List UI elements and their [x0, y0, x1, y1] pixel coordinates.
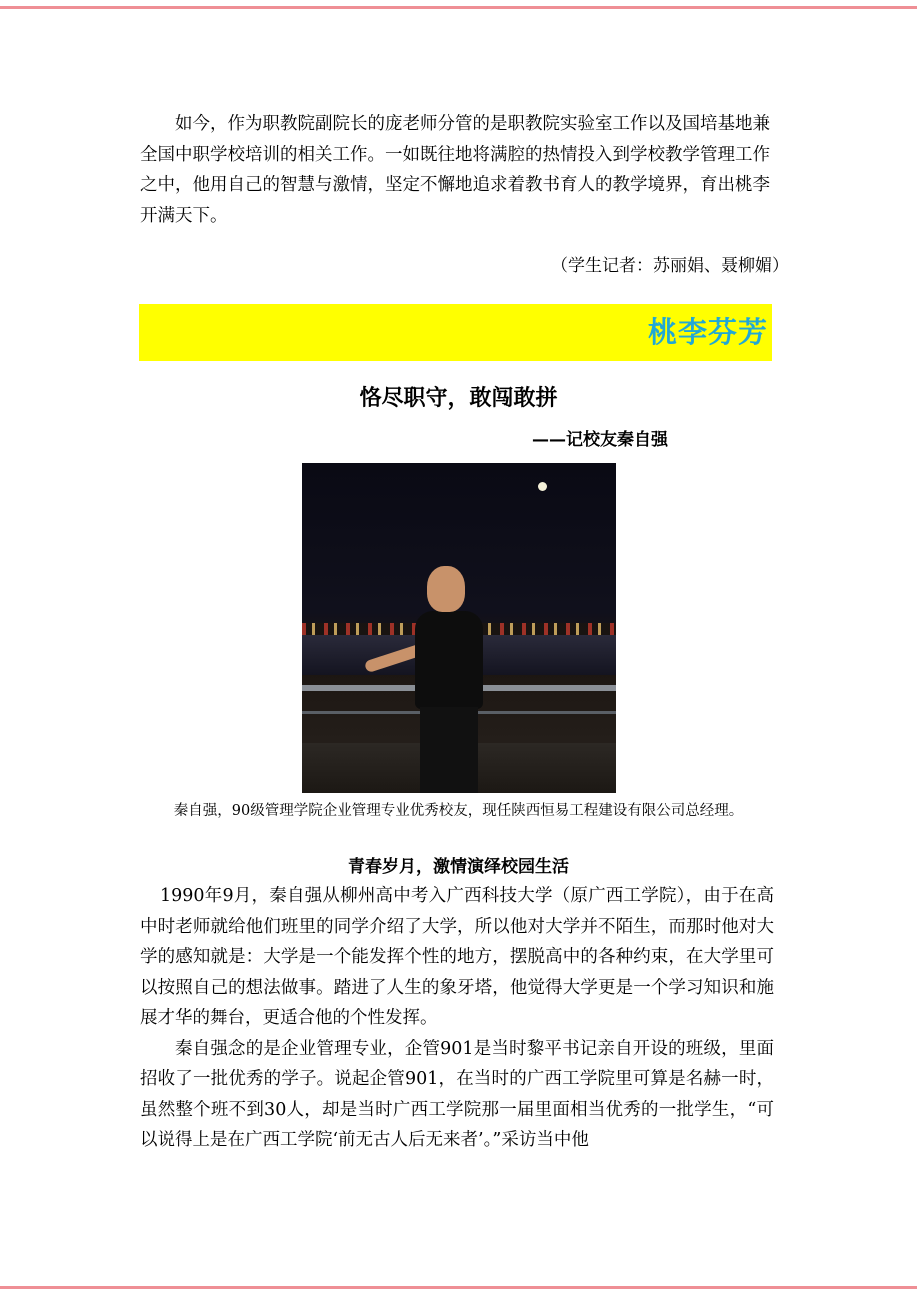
top-border-rule — [0, 6, 917, 9]
alumni-photo — [302, 463, 616, 793]
article-subtitle: ——记校友秦自强 — [532, 430, 668, 450]
moon-icon — [538, 482, 547, 491]
reporter-credit: （学生记者：苏丽娟、聂柳媚） — [551, 256, 789, 276]
article-title: 恪尽职守，敢闯敢拼 — [359, 386, 558, 411]
banner-title: 桃李芬芳 — [647, 315, 768, 349]
body-paragraph-2: 秦自强念的是企业管理专业，企管901是当时黎平书记亲自开设的班级，里面招收了一批优秀的学子。说起企管901，在当时的广西工学院里可算是名赫一时，虽然整个班不到30人，却是当时广西工学院那一届里面相当优秀的一批学生，“可以说得上是在广西工学院‘前无古人后无来者’。”采访当中他 — [140, 1038, 774, 1150]
section-banner — [139, 304, 772, 361]
bottom-border-rule — [0, 1286, 917, 1289]
intro-paragraph: 如今，作为职教院副院长的庞老师分管的是职教院实验室工作以及国培基地兼全国中职学校培训的相关工作。一如既往地将满腔的热情投入到学校教学管理工作之中，他用自己的智慧与激情，坚定不懈地追求着教书育人的教学境界，育出桃李开满天下。 — [140, 114, 770, 226]
body-paragraph-1: 1990年9月，秦自强从柳州高中考入广西科技大学（原广西工学院），由于在高中时老师就给他们班里的同学介绍了大学，所以他对大学并不陌生，而那时他对大学的感知就是：大学是一个能发挥个性的地方，摆脱高中的各种约束，在大学里可以按照自己的想法做事。踏进了人生的象牙塔，他觉得大学更是一个学习知识和施展才华的舞台，更适合他的个性发挥。 — [140, 886, 774, 1028]
photo-caption: 秦自强，90级管理学院企业管理专业优秀校友，现任陕西恒易工程建设有限公司总经理。 — [173, 803, 744, 819]
article-body — [140, 881, 774, 1156]
person-body — [415, 611, 483, 709]
section-heading: 青春岁月，激情演绎校园生活 — [348, 857, 569, 877]
person-head — [427, 566, 465, 612]
person-legs — [420, 707, 478, 793]
